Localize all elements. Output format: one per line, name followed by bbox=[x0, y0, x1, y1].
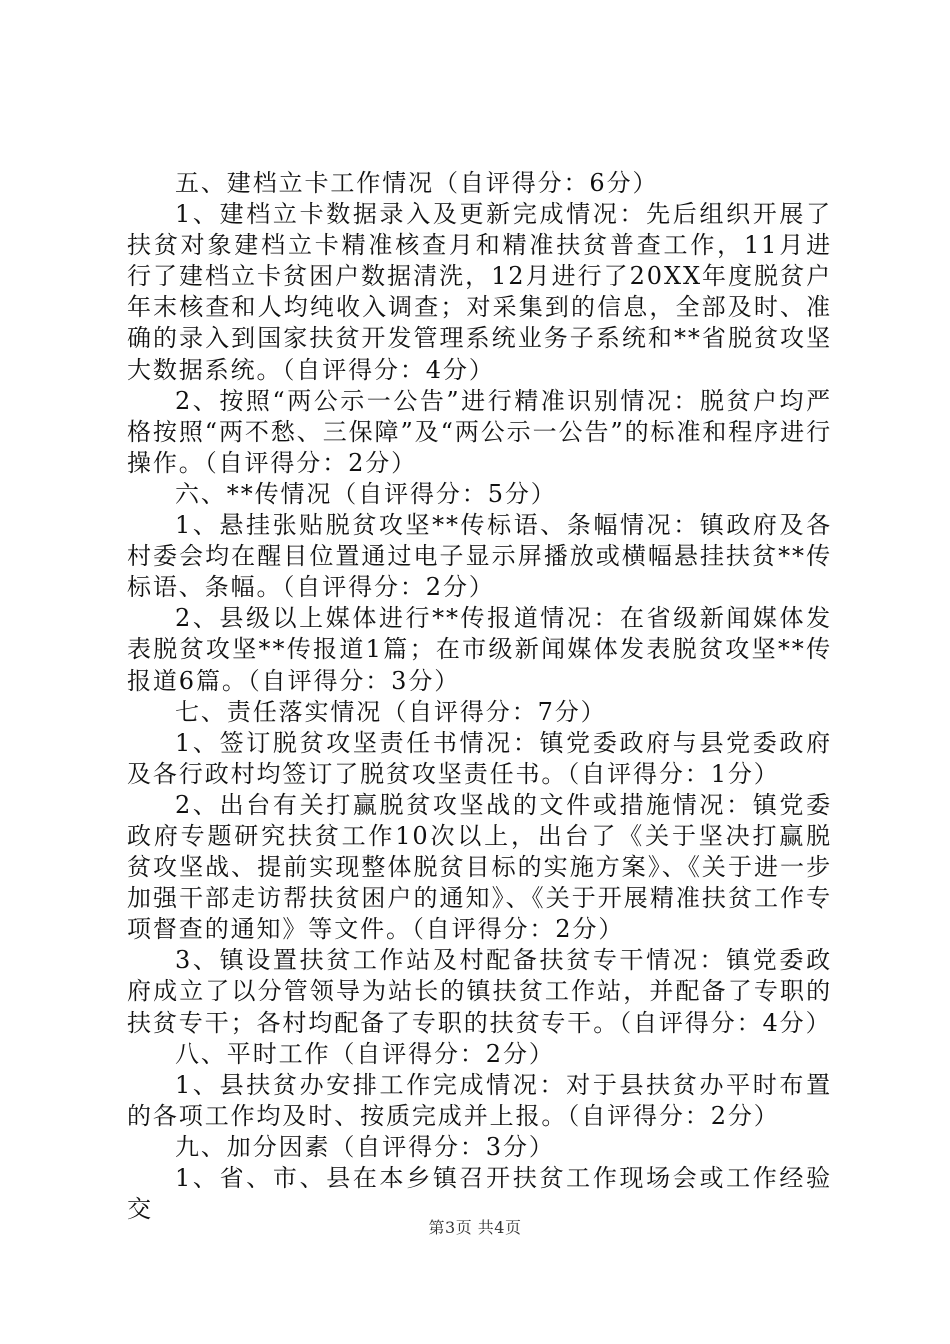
paragraph: 3、镇设置扶贫工作站及村配备扶贫专干情况：镇党委政府成立了以分管领导为站长的镇扶贫工作站，并配备了专职的扶贫专干；各村均配备了专职的扶贫专干。（自评得分：4分） bbox=[127, 946, 832, 1037]
paragraph: 2、县级以上媒体进行**传报道情况：在省级新闻媒体发表脱贫攻坚**传报道1篇；在市级新闻媒体发表脱贫攻坚**传报道6篇。（自评得分：3分） bbox=[127, 604, 832, 695]
paragraph: 1、悬挂张贴脱贫攻坚**传标语、条幅情况：镇政府及各村委会均在醒目位置通过电子显示屏播放或横幅悬挂扶贫**传标语、条幅。（自评得分：2分） bbox=[127, 511, 832, 602]
section-heading-seven: 七、责任落实情况（自评得分：7分） bbox=[175, 697, 607, 726]
paragraph: 1、建档立卡数据录入及更新完成情况：先后组织开展了扶贫对象建档立卡精准核查月和精准扶贫普查工作，11月进行了建档立卡贫困户数据清洗，12月进行了20XX年度脱贫户年末核查和人均纯收入调查；对采集到的信息，全部及时、准确的录入到国家扶贫开发管理系统业务子系统和**省脱贫攻坚大数据系统。（自评得分：4分） bbox=[127, 200, 832, 384]
section-heading-six: 六、**传情况（自评得分：5分） bbox=[175, 479, 557, 508]
paragraph: 1、签订脱贫攻坚责任书情况：镇党委政府与县党委政府及各行政村均签订了脱贫攻坚责任书。（自评得分：1分） bbox=[127, 728, 832, 788]
paragraph: 2、按照“两公示一公告”进行精准识别情况：脱贫户均严格按照“两不愁、三保障”及“两公示一公告”的标准和程序进行操作。（自评得分：2分） bbox=[127, 386, 832, 477]
section-heading-five: 五、建档立卡工作情况（自评得分：6分） bbox=[175, 169, 659, 197]
paragraph: 2、出台有关打赢脱贫攻坚战的文件或措施情况：镇党委政府专题研究扶贫工作10次以上，出台了《关于坚决打赢脱贫攻坚战、提前实现整体脱贫目标的实施方案》、《关于进一步加强干部走访帮扶贫困户的通知》、《关于开展精准扶贫工作专项督查的通知》等文件。（自评得分：2分） bbox=[127, 790, 832, 944]
section-heading-eight: 八、平时工作（自评得分：2分） bbox=[175, 1039, 555, 1068]
paragraph: 1、省、市、县在本乡镇召开扶贫工作现场会或工作经验交 bbox=[127, 1164, 832, 1224]
section-heading-nine: 九、加分因素（自评得分：3分） bbox=[175, 1132, 555, 1161]
document-body bbox=[127, 168, 832, 1225]
paragraph: 1、县扶贫办安排工作完成情况：对于县扶贫办平时布置的各项工作均及时、按质完成并上报。（自评得分：2分） bbox=[127, 1070, 832, 1130]
page-footer: 第3页 共4页 bbox=[428, 1218, 522, 1237]
